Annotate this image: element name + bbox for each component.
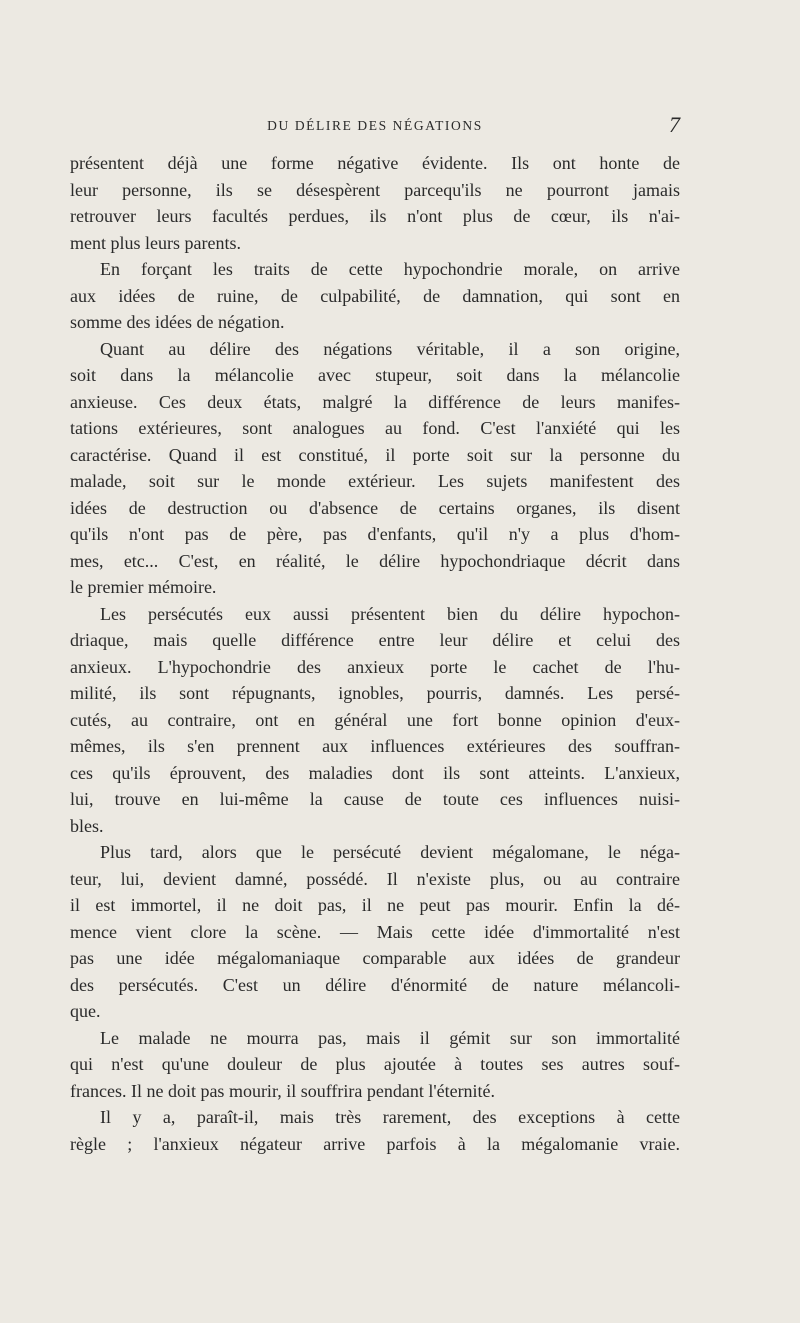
text-line: Quant au délire des négations véritable, il a son origine,	[100, 338, 680, 359]
text-line: aux idées de ruine, de culpabilité, de damnation, qui sont en	[70, 285, 680, 306]
text-line: qu'ils n'ont pas de père, pas d'enfants, qu'il n'y a plus d'hom-	[70, 524, 680, 544]
text-line: mence vient clore la scène. — Mais cette idée d'immortalité n'est	[70, 921, 680, 942]
text-line: Les persécutés eux aussi présentent bien du délire hypochon-	[100, 603, 680, 624]
text-line: tations extérieures, sont analogues au fond. C'est l'anxiété qui les	[70, 418, 680, 438]
text-line: présentent déjà une forme négative évidente. Ils ont honte de	[70, 153, 680, 173]
text-line: frances. Il ne doit pas mourir, il souffrira pendant l'éternité.	[70, 1080, 496, 1101]
text-line: règle ; l'anxieux négateur arrive parfois à la mégalomanie vraie.	[70, 1133, 680, 1154]
text-line: milité, ils sont répugnants, ignobles, pourris, damnés. Les persé-	[70, 683, 680, 703]
page-number: 7	[669, 112, 680, 137]
running-title: DU DÉLIRE DES NÉGATIONS	[267, 118, 483, 133]
running-head	[70, 114, 680, 138]
body-text	[70, 150, 680, 1157]
text-line: lui, trouve en lui-même la cause de toute ces influences nuisi-	[70, 789, 680, 809]
text-line: Plus tard, alors que le persécuté devient mégalomane, le néga-	[100, 842, 680, 862]
text-line: pas une idée mégalomaniaque comparable aux idées de grandeur	[70, 948, 680, 968]
text-line: anxieuse. Ces deux états, malgré la différence de leurs manifes-	[70, 391, 680, 412]
text-line: qui n'est qu'une douleur de plus ajoutée à toutes ses autres souf-	[70, 1054, 680, 1074]
text-line: ces qu'ils éprouvent, des maladies dont ils sont atteints. L'anxieux,	[70, 762, 680, 783]
text-line: somme des idées de négation.	[70, 312, 285, 332]
text-line: Le malade ne mourra pas, mais il gémit sur son immortalité	[100, 1027, 680, 1048]
text-line: driaque, mais quelle différence entre leur délire et celui des	[70, 630, 680, 650]
text-line: idées de destruction ou d'absence de certains organes, ils disent	[70, 497, 680, 518]
text-line: le premier mémoire.	[70, 577, 217, 597]
text-line: Il y a, paraît-il, mais très rarement, des exceptions à cette	[100, 1107, 680, 1127]
text-line: ment plus leurs parents.	[70, 232, 241, 253]
text-line: leur personne, ils se désespèrent parcequ'ils ne pourront jamais	[70, 179, 680, 200]
text-line: teur, lui, devient damné, possédé. Il n'existe plus, ou au contraire	[70, 868, 680, 889]
text-line: que.	[70, 1001, 101, 1021]
text-line: anxieux. L'hypochondrie des anxieux porte le cachet de l'hu-	[70, 656, 680, 677]
text-line: des persécutés. C'est un délire d'énormité de nature mélancoli-	[70, 974, 680, 995]
text-line: caractérise. Quand il est constitué, il porte soit sur la personne du	[70, 444, 680, 465]
text-line: mêmes, ils s'en prennent aux influences extérieures des souffran-	[70, 736, 680, 756]
text-line: bles.	[70, 815, 104, 836]
text-line: malade, soit sur le monde extérieur. Les sujets manifestent des	[70, 471, 680, 491]
text-line: En forçant les traits de cette hypochondrie morale, on arrive	[100, 259, 680, 279]
text-line: retrouver leurs facultés perdues, ils n'ont plus de cœur, ils n'ai-	[70, 206, 680, 226]
text-line: cutés, au contraire, ont en général une fort bonne opinion d'eux-	[70, 709, 680, 730]
text-line: mes, etc... C'est, en réalité, le délire hypochondriaque décrit dans	[70, 550, 680, 571]
text-line: soit dans la mélancolie avec stupeur, soit dans la mélancolie	[70, 365, 680, 385]
text-line: il est immortel, il ne doit pas, il ne peut pas mourir. Enfin la dé-	[70, 895, 680, 915]
